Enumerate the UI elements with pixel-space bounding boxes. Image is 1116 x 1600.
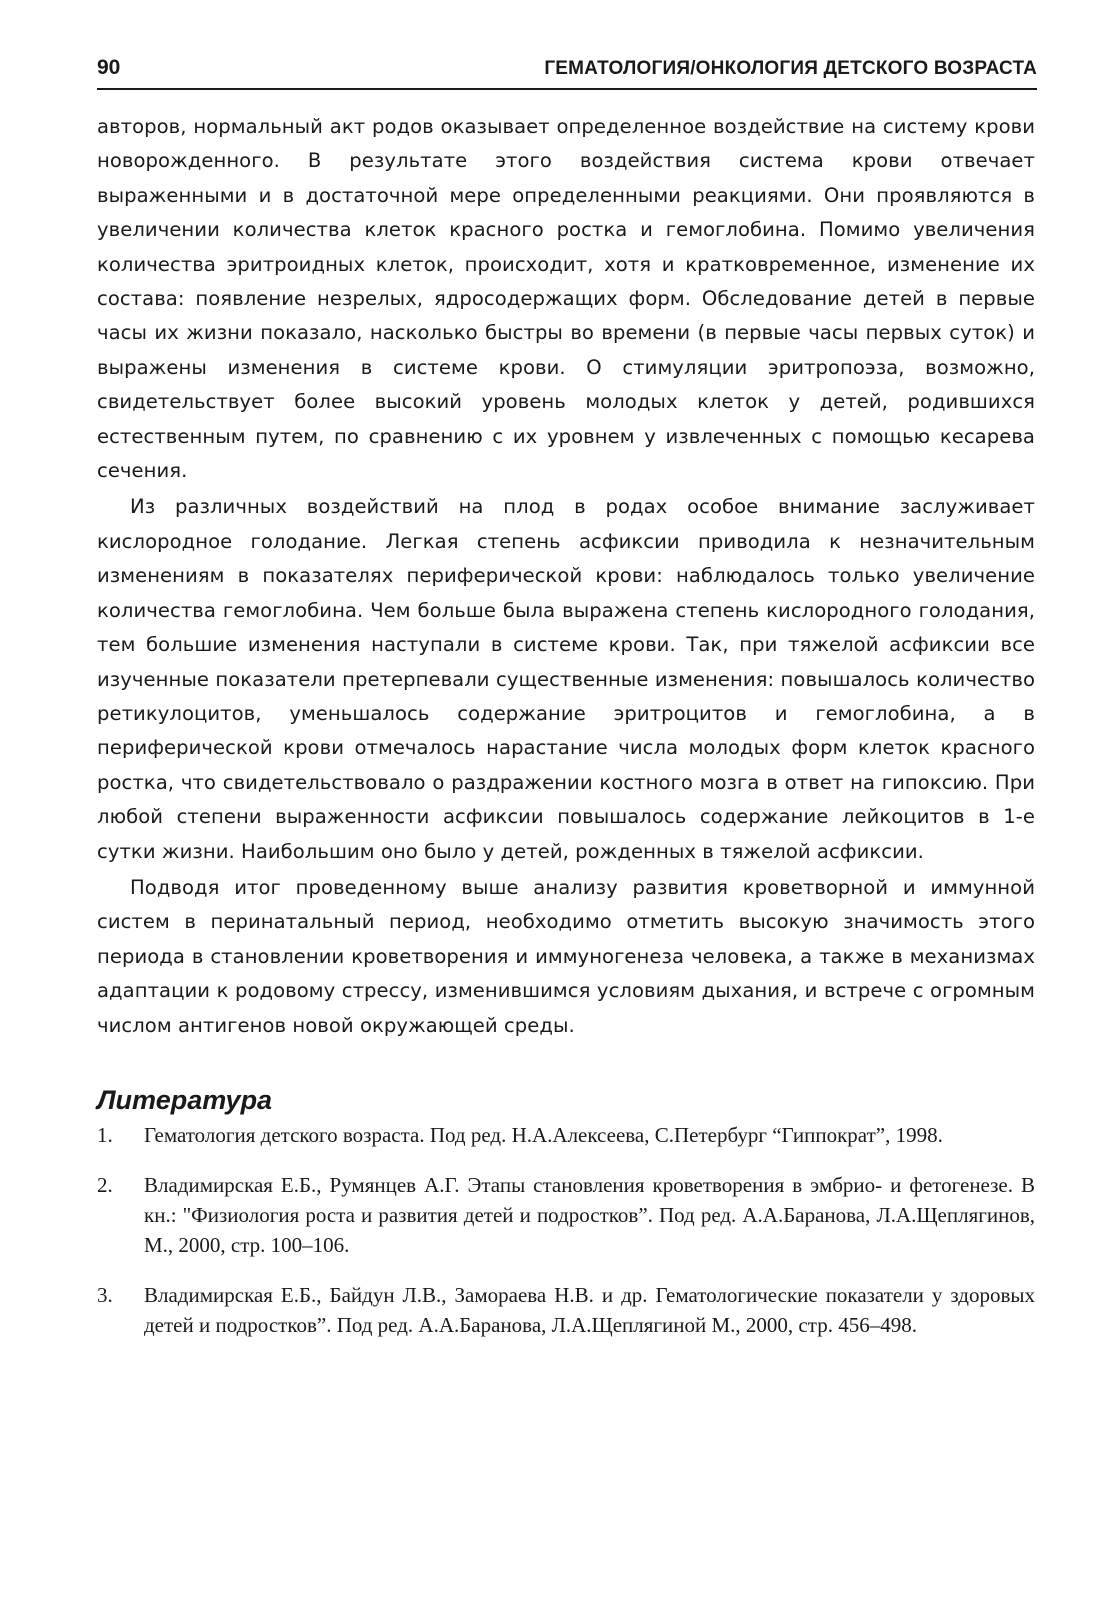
reference-number: 1. xyxy=(97,1123,113,1147)
paragraph-2: Из различных воздействий на плод в родах особое внимание заслуживает кислородное голодание. Легкая степень асфиксии приводила к незначительным изменениям в показателях периферической крови: наблюдалось только увеличение количества гемоглобина. Чем больше была выражена степень кислородного голодания, тем большие изменения наступали в системе крови. Так, при тяжелой асфиксии все изученные показатели претерпевали существенные изменения: повышалось количество ретикулоцитов, уменьшалось содержание эритроцитов и гемоглобина, а в периферической крови отмечалось нарастание числа молодых форм клеток красного ростка, что свидетельствовало о раздражении костного мозга в ответ на гипоксию. При любой степени выраженности асфиксии повышалось содержание лейкоцитов в 1-е сутки жизни. Наибольшим оно было у детей, рожденных в тяжелой асфиксии. xyxy=(97,495,1035,863)
reference-number: 3. xyxy=(97,1283,113,1307)
page-header xyxy=(97,50,1037,90)
paragraph-1: авторов, нормальный акт родов оказывает определенное воздействие на систему крови новорожденного. В результате этого воздействия система крови отвечает выраженными и в достаточной мере определенными реакциями. Они проявляются в увеличении количества клеток красного ростка и гемоглобина. Помимо увеличения количества эритроидных клеток, происходит, хотя и кратковременное, изменение их состава: появление незрелых, ядросодержащих форм. Обследование детей в первые часы их жизни показало, насколько быстры во времени (в первые часы первых суток) и выражены изменения в системе крови. О стимуляции эритропоэза, возможно, свидетельствует более высокий уровень молодых клеток у детей, родившихся естественным путем, по сравнению с их уровнем у извлеченных с помощью кесарева сечения. xyxy=(97,115,1035,483)
reference-number: 2. xyxy=(97,1173,113,1197)
body-text xyxy=(97,110,1035,1043)
references-heading: Литература xyxy=(97,1085,273,1115)
reference-item xyxy=(97,1120,1035,1150)
reference-text: Владимирская Е.Б., Байдун Л.В., Замораева Н.В. и др. Гематологические показатели у здоровых детей и подростков”. Под ред. А.А.Баранова, Л.А.Щеплягиной М., 2000, стр. 456–498. xyxy=(144,1283,1035,1337)
reference-text: Гематология детского возраста. Под ред. Н.А.Алексеева, С.Петербург “Гиппократ”, 1998. xyxy=(144,1123,943,1147)
reference-item xyxy=(97,1280,1035,1340)
references-list xyxy=(97,1120,1035,1360)
running-title: ГЕМАТОЛОГИЯ/ОНКОЛОГИЯ ДЕТСКОГО ВОЗРАСТА xyxy=(544,58,1037,79)
page-number: 90 xyxy=(97,56,121,79)
paragraph-3: Подводя итог проведенному выше анализу развития кроветворной и иммунной систем в перинатальный период, необходимо отметить высокую значимость этого периода в становлении кроветворения и иммуногенеза человека, а также в механизмах адаптации к родовому стрессу, изменившимся условиям дыхания, и встрече с огромным числом антигенов новой окружающей среды. xyxy=(97,875,1035,1037)
reference-item xyxy=(97,1170,1035,1260)
reference-text: Владимирская Е.Б., Румянцев А.Г. Этапы становления кроветворения в эмбрио- и фетогенезе. В кн.: "Физиология роста и развития детей и подростков”. Под ред. А.А.Баранова, Л.А.Щеплягинов, М., 2000, стр. 100–106. xyxy=(144,1173,1035,1257)
